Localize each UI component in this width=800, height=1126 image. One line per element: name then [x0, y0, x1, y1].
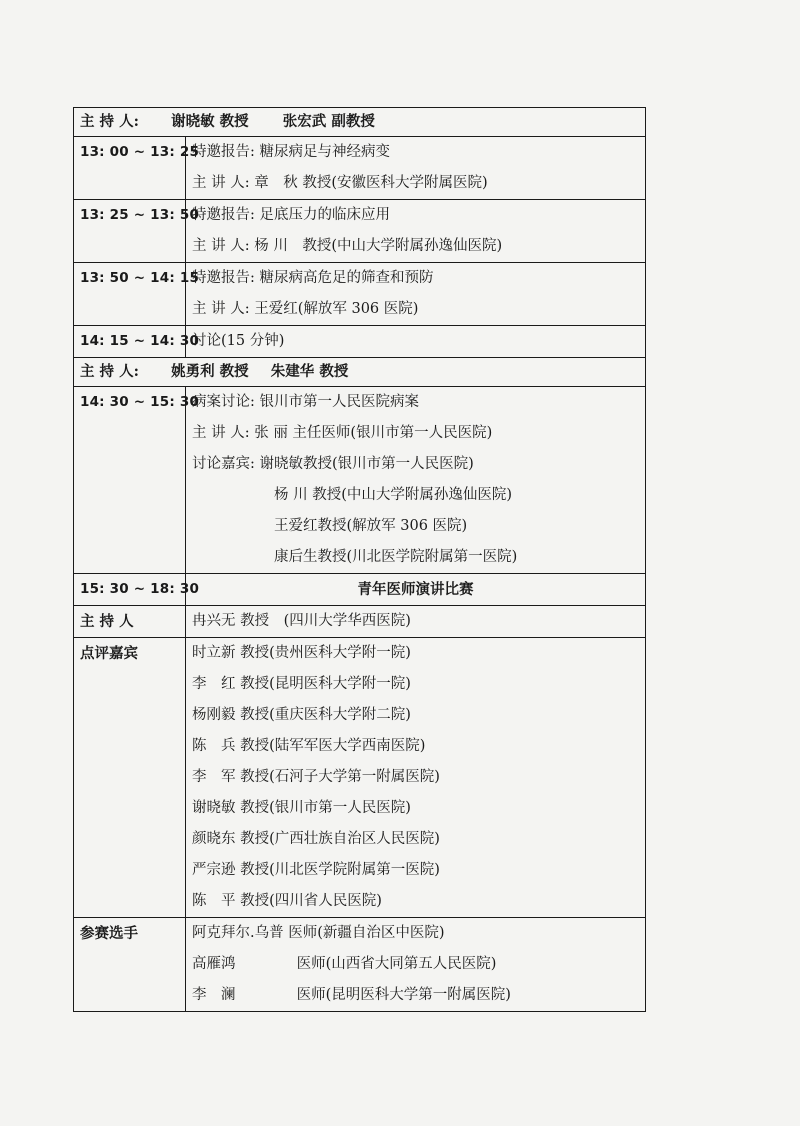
session-time: 13: 25 ~ 13: 50 [80, 207, 200, 223]
case-title: 病案讨论: 银川市第一人民医院病案 [192, 394, 419, 410]
judge-item: 李 军 教授(石河子大学第一附属医院) [192, 769, 440, 785]
judge-item: 陈 平 教授(四川省人民医院) [192, 893, 382, 909]
contestant-item [192, 949, 639, 980]
host-names-2: 张宏武 副教授 [282, 113, 375, 130]
contestant-role: 医师(新疆自治区中医院) [288, 925, 445, 941]
judge-item: 颜晓东 教授(广西壮族自治区人民医院) [192, 831, 440, 847]
session-title: 特邀报告: 糖尿病高危足的筛查和预防 [192, 270, 434, 286]
session-time: 15: 30 ~ 18: 30 [80, 581, 200, 597]
contestant-name: 高雁鸿 [192, 956, 236, 972]
contestant-item [192, 918, 639, 949]
judges-row [74, 638, 646, 918]
contestant-item [192, 980, 639, 1011]
guest-item: 王爱红教授(解放军 306 医院) [274, 518, 468, 534]
session-title: 特邀报告: 糖尿病足与神经病变 [192, 144, 390, 160]
session-row [74, 137, 646, 200]
case-discussion-row [74, 387, 646, 574]
contest-title: 青年医师演讲比赛 [357, 581, 474, 598]
judge-item: 严宗逊 教授(川北医学院附属第一医院) [192, 862, 440, 878]
schedule-table [73, 107, 646, 1012]
contest-host-row [74, 606, 646, 638]
session-time: 13: 00 ~ 13: 25 [80, 144, 200, 160]
case-speaker: 主 讲 人: 张 丽 主任医师(银川市第一人民医院) [192, 425, 493, 441]
host-names-2: 朱建华 教授 [270, 363, 349, 380]
contestant-role: 医师(山西省大同第五人民医院) [296, 956, 497, 972]
session-title: 讨论(15 分钟) [192, 333, 285, 349]
host-names: 谢晓敏 教授 [171, 113, 249, 130]
host-names: 姚勇利 教授 [171, 363, 249, 380]
judge-item: 谢晓敏 教授(银川市第一人民医院) [192, 800, 411, 816]
judge-item: 时立新 教授(贵州医科大学附一院) [192, 645, 411, 661]
contestant-name: 阿克拜尔.乌普 [192, 925, 284, 941]
judge-item: 李 红 教授(昆明医科大学附一院) [192, 676, 411, 692]
session-row [74, 326, 646, 358]
session-time: 13: 50 ~ 14: 15 [80, 270, 200, 286]
session-speaker: 主 讲 人: 王爱红(解放军 306 医院) [192, 301, 419, 317]
guest-item: 康后生教授(川北医学院附属第一医院) [274, 549, 518, 565]
host-row-1 [74, 108, 646, 137]
session-time: 14: 30 ~ 15: 30 [80, 394, 200, 410]
contest-host-label: 主 持 人 [80, 613, 134, 630]
contest-row [74, 574, 646, 606]
judge-item: 杨刚毅 教授(重庆医科大学附二院) [192, 707, 411, 723]
session-title: 特邀报告: 足底压力的临床应用 [192, 207, 390, 223]
contestants-label: 参赛选手 [80, 925, 138, 942]
contestant-role: 医师(昆明医科大学第一附属医院) [296, 987, 511, 1003]
session-time: 14: 15 ~ 14: 30 [80, 333, 200, 349]
session-row [74, 200, 646, 263]
guests-label: 讨论嘉宾: [192, 456, 255, 472]
contestants-row [74, 918, 646, 1012]
host-row-2 [74, 358, 646, 387]
session-row [74, 263, 646, 326]
guest-item: 杨 川 教授(中山大学附属孙逸仙医院) [274, 487, 513, 503]
host-label: 主 持 人: [80, 363, 139, 380]
judges-label: 点评嘉宾 [80, 645, 138, 662]
host-label: 主 持 人: [80, 113, 139, 130]
contestant-name: 李 澜 [192, 987, 236, 1003]
contest-host-value: 冉兴无 教授 (四川大学华西医院) [192, 613, 411, 629]
guest-item: 谢晓敏教授(银川市第一人民医院) [259, 456, 474, 472]
judge-item: 陈 兵 教授(陆军军医大学西南医院) [192, 738, 426, 754]
session-speaker: 主 讲 人: 杨 川 教授(中山大学附属孙逸仙医院) [192, 238, 503, 254]
session-speaker: 主 讲 人: 章 秋 教授(安徽医科大学附属医院) [192, 175, 488, 191]
